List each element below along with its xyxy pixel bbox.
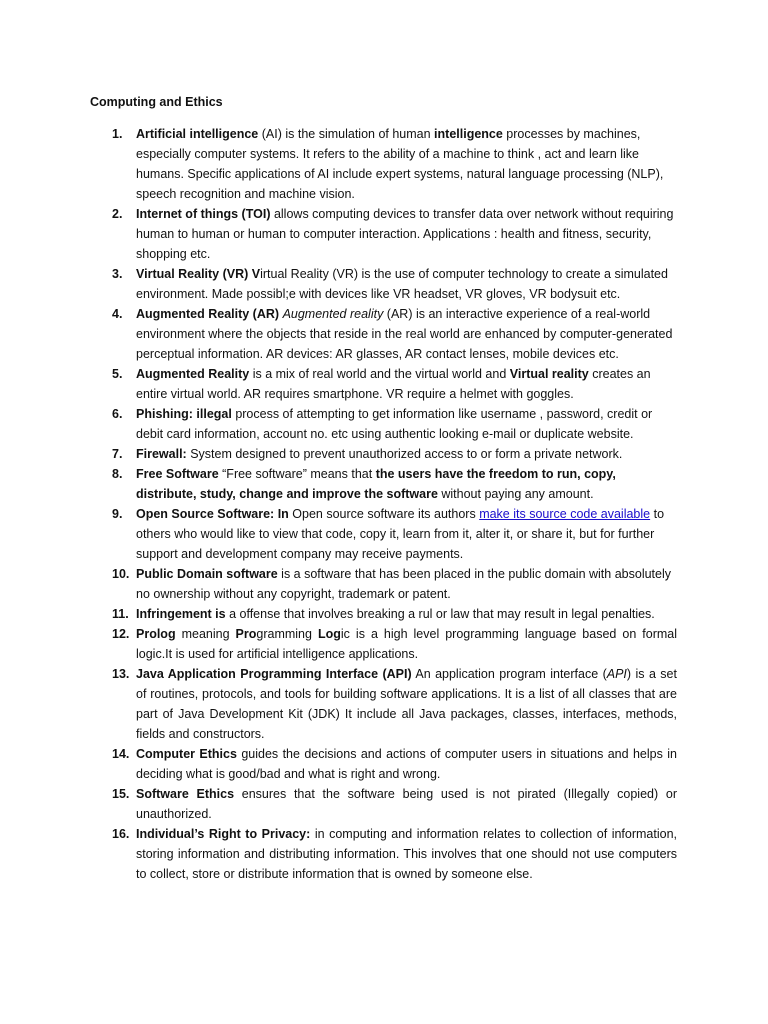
body-text: guides the decisions and actions of computer users in situations and helps in deciding what is good/bad and what is right and wrong. [136,747,677,781]
term-label: Firewall: [136,447,187,461]
term-label: Phishing: illegal [136,407,232,421]
term-label: Artificial intelligence [136,127,259,141]
list-item [0,364,677,404]
source-code-link[interactable]: make its source code available [479,507,651,521]
term-label: Log [317,627,341,641]
list-item [0,404,677,444]
list-item [0,604,677,624]
body-text: allows computing devices to transfer data over network without requiring human to human or human to computer interaction. Applications : health and fitness, security, shopping etc. [136,207,674,261]
list-item-text [136,267,668,301]
terms-list [0,124,768,884]
list-item-text [136,447,622,461]
list-item [0,464,677,504]
term-label: Individual’s Right to Privacy: [136,827,311,841]
list-item-number: 12. [112,627,130,641]
list-item-text [136,824,677,884]
list-item [0,124,677,204]
term-label: Augmented Reality (AR) [136,307,280,321]
list-item [0,204,677,264]
body-text: An application program interface ( [411,667,607,681]
list-item-text [136,607,655,621]
term-label: Free Software [136,467,219,481]
list-item-text [136,367,651,401]
list-item [0,624,677,664]
body-text: is a mix of real world and the virtual world and [249,367,510,381]
list-item-text [136,784,677,824]
list-item-text [136,467,616,501]
list-item-text [136,407,652,441]
list-item [0,264,677,304]
list-item [0,784,677,824]
list-item-number: 13. [112,667,130,681]
term-label: the users have the freedom to run, copy, distribute, study, change and improve the software [136,467,616,501]
list-item-number: 6. [112,407,123,421]
list-item-number: 8. [112,467,123,481]
list-item [0,304,677,364]
list-item-text [136,567,671,601]
term-label: Prolog [136,627,176,641]
list-item-text [136,307,672,361]
body-text: to others who would like to view that code, copy it, learn from it, alter it, or share it, but for further support and development company may receive payments. [136,507,665,561]
body-text: System designed to prevent unauthorized access to or form a private network. [186,447,623,461]
term-label: Virtual Reality (VR) V [136,267,261,281]
body-text: without paying any amount. [437,487,594,501]
emphasis-text: API [606,667,627,681]
body-text: ensures that the software being used is not pirated (Illegally copied) or unauthorized. [136,787,677,821]
body-text: ic is a high level programming language based on formal logic.It is used for artificial intelligence applications. [136,627,677,661]
body-text: process of attempting to get information like username , password, credit or debit card information, account no. etc using authentic looking e-mail or duplicate website. [136,407,653,441]
list-item [0,504,677,564]
list-item-number: 5. [112,367,123,381]
body-text: creates an entire virtual world. AR requires smartphone. VR require a helmet with goggles. [136,367,651,401]
term-label: Augmented Reality [136,367,250,381]
list-item-number: 11. [112,607,129,621]
term-label: Pro [235,627,257,641]
body-text: a offense that involves breaking a rul or law that may result in legal penalties. [225,607,655,621]
list-item-number: 15. [112,787,130,801]
term-label: Computer Ethics [136,747,237,761]
list-item-number: 9. [112,507,123,521]
list-item-text [136,207,673,261]
page-title: Computing and Ethics [90,95,223,109]
list-item-number: 14. [112,747,130,761]
list-item [0,664,677,744]
emphasis-text: Augmented reality [282,307,384,321]
body-text: (AR) is an interactive experience of a real-world environment where the objects that reside in the real world are enhanced by computer-generated perceptual information. AR devices: AR glasses, AR contact lenses, mobile devices etc. [136,307,673,361]
body-text: in computing and information relates to collection of information, storing information and distributing information. This involves that one should not use computers to collect, store or distribute information that is owned by someone else. [136,827,678,881]
list-item-text [136,624,677,664]
list-item-number: 7. [112,447,123,461]
list-item-text [136,664,677,744]
list-item [0,444,677,464]
body-text: Open source software its authors [288,507,480,521]
term-label: Open Source Software: In [136,507,289,521]
list-item-text [136,744,677,784]
list-item-number: 10. [112,567,130,581]
body-text: ) is a set of routines, protocols, and tools for building software applications. It is a list of all classes that are part of Java Development Kit (JDK) It include all Java packages, classes, interfaces, methods, fields and constructors. [136,667,677,741]
list-item-number: 4. [112,307,123,321]
term-label: Software Ethics [136,787,235,801]
term-label: Infringement is [136,607,226,621]
body-text: processes by machines, especially computer systems. It refers to the ability of a machine to think , act and learn like humans. Specific applications of AI include expert systems, natural language processing (NLP), speech recognition and machine vision. [136,127,664,201]
body-text: (AI) is the simulation of human [258,127,435,141]
term-label: Java Application Programming Interface (API) [136,667,412,681]
term-label: Virtual reality [509,367,589,381]
list-item-number: 3. [112,267,123,281]
body-text: irtual Reality (VR) is the use of computer technology to create a simulated environment. Made possibl;e with devices like VR headset, VR gloves, VR bodysuit etc. [136,267,668,301]
term-label: intelligence [434,127,503,141]
term-label: Public Domain software [136,567,278,581]
term-label: Internet of things (TOI) [136,207,271,221]
list-item-text [136,507,664,561]
list-item [0,824,677,884]
list-item [0,744,677,784]
list-item-number: 1. [112,127,123,141]
body-text: meaning [175,627,236,641]
list-item [0,564,677,604]
list-item-text [136,127,663,201]
list-item-number: 16. [112,827,130,841]
body-text: “Free software” means that [218,467,376,481]
list-item-number: 2. [112,207,123,221]
body-text: is a software that has been placed in the public domain with absolutely no ownership without any copyright, trademark or patent. [136,567,671,601]
body-text: gramming [256,627,318,641]
